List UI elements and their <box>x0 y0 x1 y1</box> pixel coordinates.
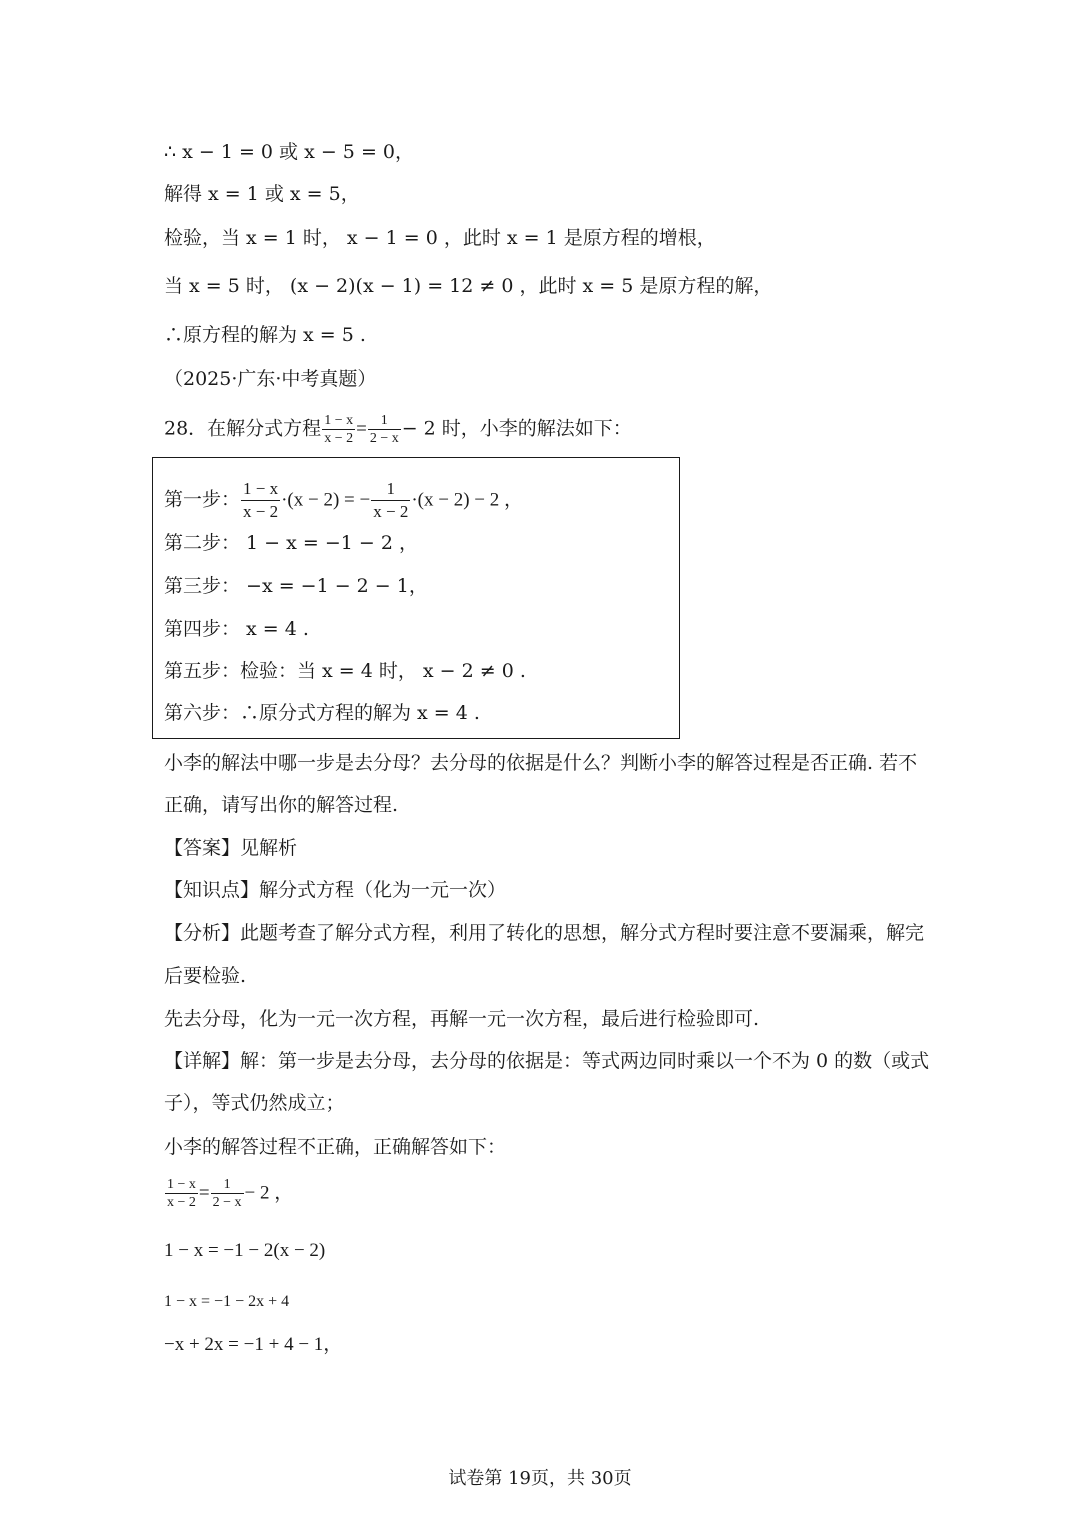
fraction-denominator: 2 − x <box>369 431 399 446</box>
fraction <box>322 412 355 447</box>
detail-equation: −x + 2x = −1 + 4 − 1， <box>164 1334 343 1355</box>
fraction-numerator: 1 − x <box>167 1177 196 1192</box>
step-3: 第三步： −x = −1 − 2 − 1， <box>164 575 428 597</box>
step-1 <box>164 478 523 523</box>
fraction-numerator: 1 <box>368 412 401 430</box>
fraction <box>165 1176 198 1211</box>
source-tag: （2025·广东·中考真题） <box>164 368 377 390</box>
knowledge-point: 【知识点】解分式方程（化为一元一次） <box>164 879 507 901</box>
detail-text: 【详解】解：第一步是去分母，去分母的依据是：等式两边同时乘以一个不为 0 的数（或式 <box>164 1050 930 1072</box>
fraction <box>211 1176 244 1211</box>
fraction-numerator: 1 <box>371 478 410 501</box>
answer-label: 【答案】见解析 <box>164 837 298 859</box>
fraction-numerator: 1 − x <box>241 478 280 501</box>
fraction-denominator: x − 2 <box>324 431 354 446</box>
solution-line: ∴ x − 1 = 0 或 x − 5 = 0， <box>164 141 414 163</box>
step-expression: ·(x − 2) − 2 ， <box>411 489 524 511</box>
question-prefix: 28．在解分式方程 <box>164 417 322 440</box>
fraction <box>368 412 401 447</box>
step-4: 第四步： x = 4 . <box>164 618 309 640</box>
analysis-text: 先去分母，化为一元一次方程，再解一元一次方程，最后进行检验即可. <box>164 1008 760 1030</box>
solution-line: ∴原方程的解为 x = 5 . <box>164 324 366 346</box>
step-2: 第二步： 1 − x = −1 − 2 ， <box>164 532 418 554</box>
question-suffix: − 2 时，小李的解法如下： <box>401 417 632 440</box>
fraction <box>371 478 410 523</box>
fraction-denominator: x − 2 <box>243 502 279 521</box>
equals-sign: = <box>198 1182 210 1204</box>
question-stem <box>164 412 632 447</box>
detail-equation <box>164 1176 293 1211</box>
step-6: 第六步：∴原分式方程的解为 x = 4 . <box>164 702 480 724</box>
detail-text: 小李的解答过程不正确，正确解答如下： <box>164 1136 507 1158</box>
fraction-numerator: 1 − x <box>324 413 354 428</box>
detail-expression: − 2 ， <box>244 1182 294 1204</box>
analysis-text: 后要检验. <box>164 965 247 987</box>
analysis-text: 【分析】此题考查了解分式方程，利用了转化的思想，解分式方程时要注意不要漏乘，解完 <box>164 922 925 944</box>
step-label: 第一步： <box>164 488 241 511</box>
detail-equation: 1 − x = −1 − 2(x − 2) <box>164 1240 326 1261</box>
detail-text: 子），等式仍然成立； <box>164 1092 345 1114</box>
solution-line: 检验，当 x = 1 时， x − 1 = 0 ，此时 x = 1 是原方程的增根， <box>164 227 716 249</box>
fraction-denominator: x − 2 <box>373 502 409 521</box>
fraction <box>241 478 280 523</box>
fraction-denominator: x − 2 <box>167 1195 196 1210</box>
page-footer: 试卷第 19页，共 30页 <box>448 1468 632 1489</box>
equals-sign: = <box>356 418 367 440</box>
step-expression: ·(x − 2) = − <box>281 489 371 511</box>
question-ask: 正确，请写出你的解答过程. <box>164 794 399 816</box>
detail-equation: 1 − x = −1 − 2x + 4 <box>164 1293 290 1310</box>
question-ask: 小李的解法中哪一步是去分母？去分母的依据是什么？判断小李的解答过程是否正确. 若不 <box>164 752 918 774</box>
solution-line: 当 x = 5 时， (x − 2)(x − 1) = 12 ≠ 0 ，此时 x = 5 是原方程的解， <box>164 275 773 297</box>
fraction-denominator: 2 − x <box>212 1195 242 1210</box>
solution-line: 解得 x = 1 或 x = 5， <box>164 183 360 205</box>
fraction-numerator: 1 <box>211 1176 244 1194</box>
step-5: 第五步：检验：当 x = 4 时， x − 2 ≠ 0 . <box>164 660 526 682</box>
